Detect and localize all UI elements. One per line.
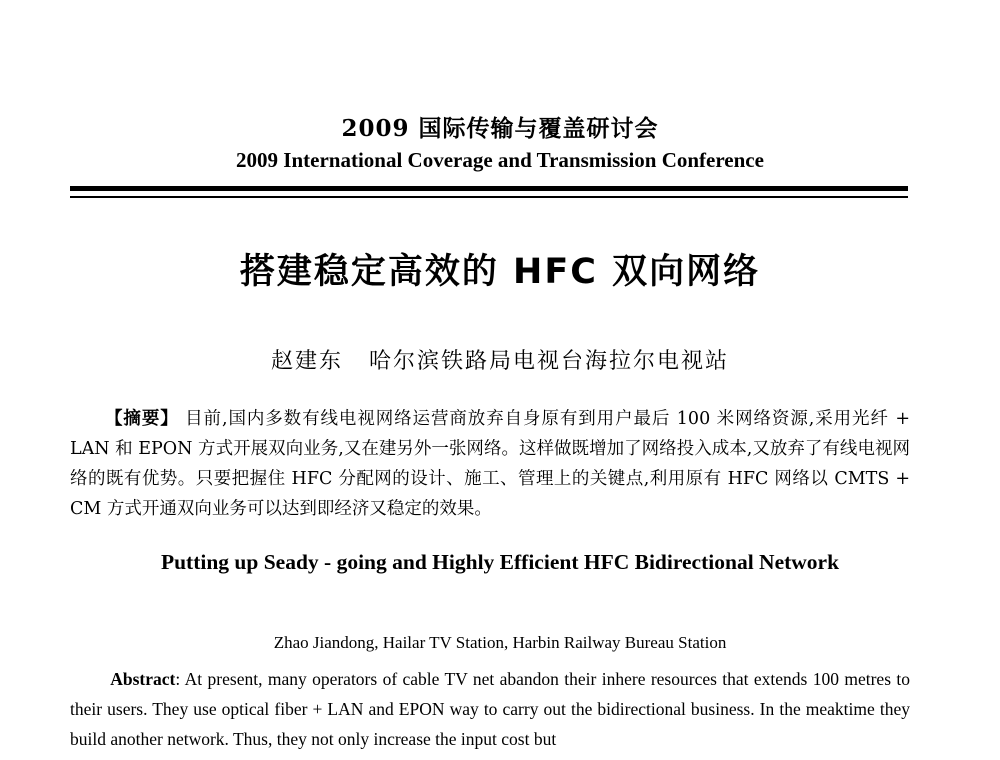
author-line-en: Zhao Jiandong, Hailar TV Station, Harbin Railway Bureau Station (273, 633, 727, 652)
abstract-separator-en: : (175, 669, 181, 689)
conference-name-zh: 2009 国际传输与覆盖研讨会 (341, 115, 659, 142)
header-rule-thick (70, 186, 908, 191)
abstract-label-en: Abstract (110, 669, 176, 689)
paper-title-zh: 搭建稳定高效的 HFC 双向网络 (239, 252, 761, 292)
author-line-zh (0, 344, 1000, 375)
abstract-label-zh: 【摘要】 (105, 409, 179, 429)
header-rule-thin (70, 196, 908, 198)
abstract-text-zh: 目前,国内多数有线电视网络运营商放弃自身原有到用户最后 100 米网络资源,采用光纤 + LAN 和 EPON 方式开展双向业务,又在建另外一张网络。这样做既增加了网络投入成本,又放弃了有线电视网络的既有优势。只要把握住 HFC 分配网的设计、施工、管理上的关键点,利用原有 HFC 网络以 CMTS + CM 方式开通双向业务可以达到即经济又稳定的效果。 (70, 409, 910, 519)
author-affiliation-zh: 哈尔滨铁路局电视台海拉尔电视站 (369, 349, 730, 374)
paper-title-en: Putting up Seady - going and Highly Efficient HFC Bidirectional Network (160, 550, 840, 574)
conference-name-en: 2009 International Coverage and Transmission Conference (236, 148, 764, 172)
abstract-en (70, 664, 910, 754)
author-name-zh: 赵建东 (270, 349, 343, 374)
abstract-text-en: At present, many operators of cable TV net abandon their inhere resources that extends 100 metres to their users. They use optical fiber + LAN and EPON way to carry out the bidirectional business. In the meaktime they build another network. Thus, they not only increase the input cost but (70, 669, 910, 749)
abstract-zh (70, 404, 910, 524)
